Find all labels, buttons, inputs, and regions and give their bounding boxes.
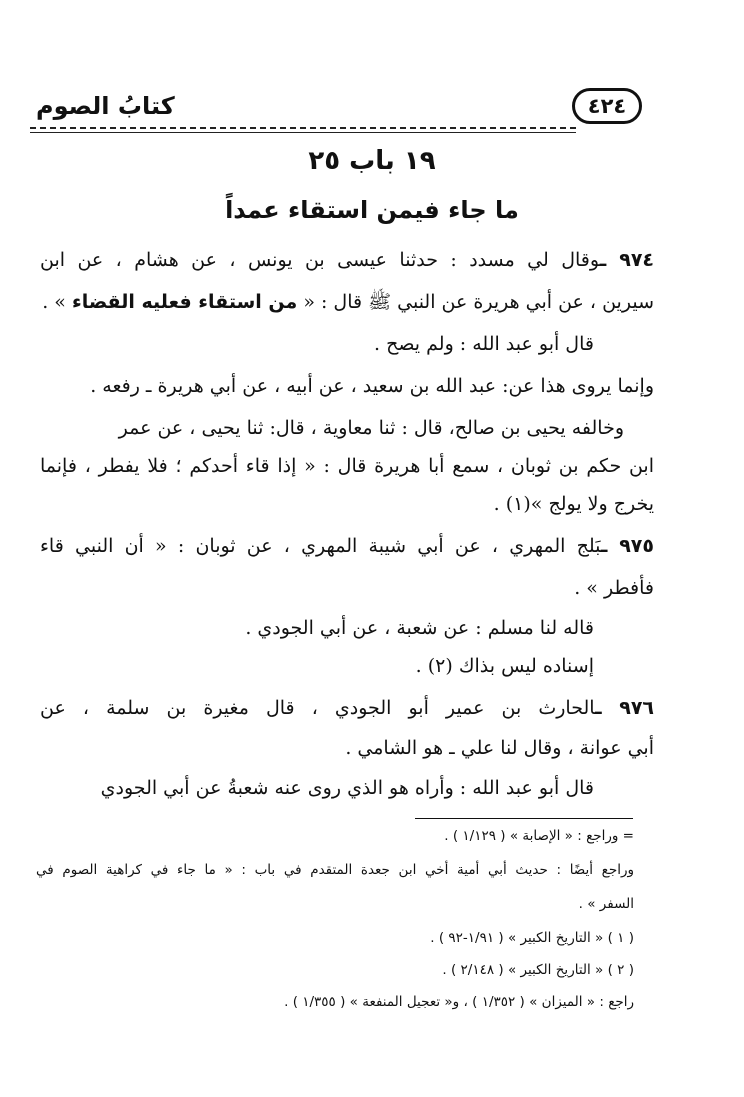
footnote-separator bbox=[415, 818, 633, 819]
footnote-line: ( ١ ) « التاريخ الكبير » ( ١/٩١-٩٢ ) . bbox=[430, 930, 634, 946]
chapter-title: ما جاء فيمن استقاء عمداً bbox=[225, 196, 519, 224]
text-line: قال أبو عبد الله : وأراه هو الذي روى عنه شعبةُ عن أبي الجودي bbox=[100, 777, 594, 799]
header-dashed-rule bbox=[30, 127, 576, 129]
line-text: وقال لي مسدد : حدثنا عيسى بن يونس ، عن هشام ، عن ابن bbox=[40, 249, 600, 271]
running-title: كتابُ الصوم bbox=[36, 92, 175, 120]
text-line bbox=[40, 288, 654, 318]
text-line: وخالفه يحيى بن صالح، قال : ثنا معاوية ، قال: ثنا يحيى ، عن عمر bbox=[118, 417, 624, 439]
header-rule bbox=[30, 132, 576, 133]
text-line: إسناده ليس بذاك (٢) . bbox=[415, 655, 594, 677]
text-line: أبي عوانة ، وقال لنا علي ـ هو الشامي . bbox=[345, 737, 654, 759]
footnote-line: راجع : « الميزان » ( ١/٣٥٢ ) ، و« تعجيل المنفعة » ( ١/٣٥٥ ) . bbox=[284, 994, 634, 1010]
chapter-heading: ١٩ باب ٢٥ bbox=[308, 146, 436, 176]
text-line: يخرج ولا يولج »(١) . bbox=[493, 493, 654, 515]
text-line: قال أبو عبد الله : ولم يصح . bbox=[373, 333, 594, 355]
hadith-quote-bold: من استقاء فعليه القضاء bbox=[71, 291, 298, 313]
text-line bbox=[40, 532, 654, 562]
footnote-line: السفر » . bbox=[578, 896, 634, 912]
hadith-number: ٩٧٥ ـ bbox=[600, 535, 654, 557]
footnote-line: = وراجع : « الإصابة » ( ١/١٢٩ ) . bbox=[444, 828, 634, 844]
footnote-line: وراجع أيضًا : حديث أبي أمية أخي ابن جعدة المتقدم في باب : « ما جاء في كراهية الصوم في bbox=[36, 862, 634, 878]
line-text: بَلج المهري ، عن أبي شيبة المهري ، عن ثوبان : « أن النبي قاء bbox=[40, 535, 601, 557]
text-line: قاله لنا مسلم : عن شعبة ، عن أبي الجودي . bbox=[245, 617, 594, 639]
line-text: » . bbox=[42, 291, 66, 313]
text-line: فأفطر » . bbox=[574, 577, 654, 599]
line-text: سيرين ، عن أبي هريرة عن النبي ﷺ قال : « bbox=[303, 291, 654, 313]
text-line: ابن حكم بن ثوبان ، سمع أبا هريرة قال : « إذا قاء أحدكم ؛ فلا يفطر ، فإنما bbox=[40, 455, 654, 477]
text-line: وإنما يروى هذا عن: عبد الله بن سعيد ، عن أبيه ، عن أبي هريرة ـ رفعه . bbox=[90, 375, 654, 397]
footnote-line: ( ٢ ) « التاريخ الكبير » ( ٢/١٤٨ ) . bbox=[442, 962, 634, 978]
hadith-number: ٩٧٤ ـ bbox=[599, 249, 655, 271]
page-number-badge: ٤٢٤ bbox=[572, 88, 642, 124]
hadith-number: ٩٧٦ ـ bbox=[595, 697, 655, 719]
text-line bbox=[40, 694, 654, 724]
line-text: الحارث بن عمير أبو الجودي ، قال مغيرة بن سلمة ، عن bbox=[40, 697, 596, 719]
text-line bbox=[40, 246, 654, 276]
